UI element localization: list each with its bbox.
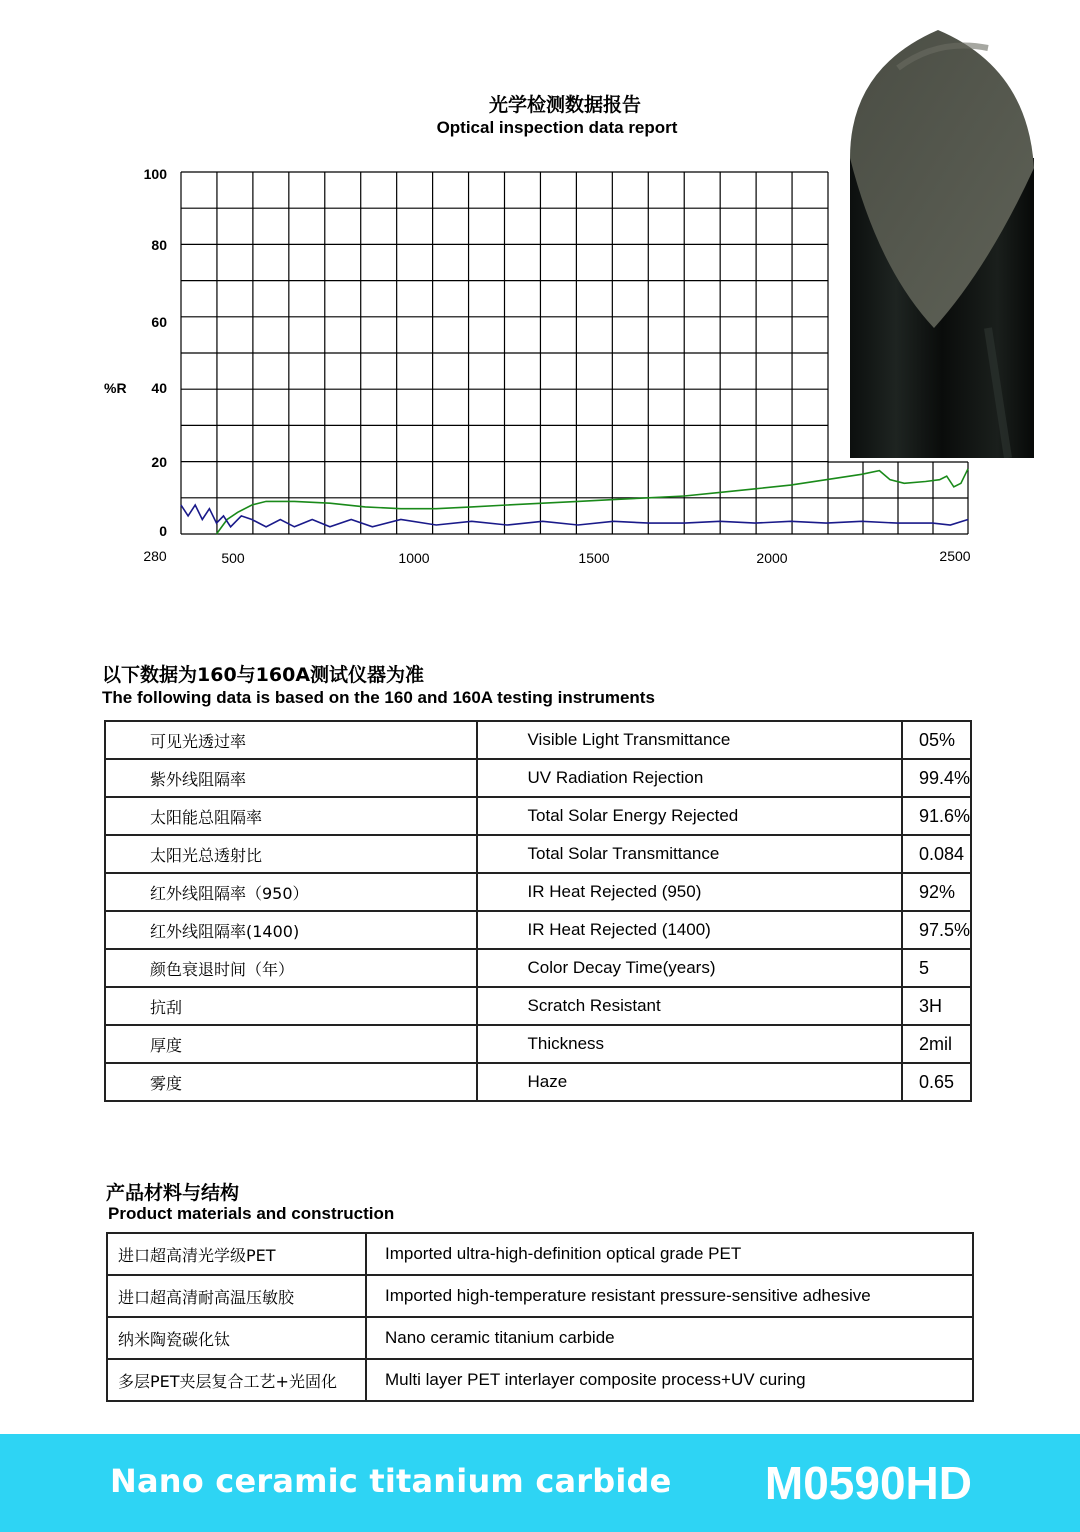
spec-value: 5 [902, 949, 971, 987]
spec-label-zh: 抗刮 [105, 987, 477, 1025]
spec-label-zh: 紫外线阻隔率 [105, 759, 477, 797]
spec-label-en: IR Heat Rejected (1400) [477, 911, 902, 949]
x-tick-label: 1000 [398, 550, 430, 566]
material-label-en: Nano ceramic titanium carbide [366, 1317, 973, 1359]
y-tick-label: 20 [151, 454, 167, 470]
y-tick-label: 0 [159, 523, 167, 539]
specs-heading-zh: 以下数据为160与160A测试仪器为准 [102, 664, 425, 686]
spec-label-en: Haze [477, 1063, 902, 1101]
spec-label-zh: 太阳能总阻隔率 [105, 797, 477, 835]
spec-label-zh: 红外线阻隔率(1400) [105, 911, 477, 949]
spec-row [105, 949, 971, 987]
spec-row [105, 1063, 971, 1101]
spec-value: 2mil [902, 1025, 971, 1063]
spec-value: 0.084 [902, 835, 971, 873]
material-label-en: Imported high-temperature resistant pressure-sensitive adhesive [366, 1275, 973, 1317]
materials-table [106, 1232, 974, 1402]
specs-heading-en: The following data is based on the 160 and 160A testing instruments [102, 688, 655, 707]
report-title-en: Optical inspection data report [436, 118, 678, 137]
spec-value: 3H [902, 987, 971, 1025]
spec-value: 05% [902, 721, 971, 759]
material-row [107, 1317, 973, 1359]
spec-value: 99.4% [902, 759, 971, 797]
material-label-zh: 进口超高清光学级PET [107, 1233, 366, 1275]
product-name: Nano ceramic titanium carbide [110, 1462, 672, 1500]
spec-label-en: Color Decay Time(years) [477, 949, 902, 987]
spec-label-en: Thickness [477, 1025, 902, 1063]
spec-row [105, 797, 971, 835]
report-title-zh: 光学检测数据报告 [488, 94, 641, 116]
x-tick-label: 2500 [939, 548, 971, 564]
spec-label-zh: 颜色衰退时间（年） [105, 949, 477, 987]
materials-heading-en: Product materials and construction [108, 1204, 395, 1223]
x-tick-label: 2000 [756, 550, 788, 566]
y-tick-label: 80 [151, 237, 167, 253]
spec-label-en: IR Heat Rejected (950) [477, 873, 902, 911]
spec-value: 91.6% [902, 797, 971, 835]
y-tick-label: 60 [151, 314, 167, 330]
material-label-zh: 纳米陶瓷碳化钛 [107, 1317, 366, 1359]
y-tick-label: 40 [151, 380, 167, 396]
spec-label-zh: 太阳光总透射比 [105, 835, 477, 873]
spec-label-zh: 可见光透过率 [105, 721, 477, 759]
y-axis-label: %R [104, 380, 127, 396]
spec-label-en: Scratch Resistant [477, 987, 902, 1025]
materials-heading-zh: 产品材料与结构 [106, 1182, 240, 1204]
material-row [107, 1275, 973, 1317]
spec-row [105, 911, 971, 949]
spec-row [105, 835, 971, 873]
x-tick-label: 1500 [578, 550, 610, 566]
x-tick-label: 500 [221, 550, 245, 566]
spec-row [105, 987, 971, 1025]
spec-row [105, 759, 971, 797]
spec-row [105, 873, 971, 911]
spec-label-en: Visible Light Transmittance [477, 721, 902, 759]
spec-row [105, 1025, 971, 1063]
spec-label-zh: 雾度 [105, 1063, 477, 1101]
spec-label-zh: 红外线阻隔率（950） [105, 873, 477, 911]
spec-label-zh: 厚度 [105, 1025, 477, 1063]
material-label-en: Multi layer PET interlayer composite process+UV curing [366, 1359, 973, 1401]
spec-value: 0.65 [902, 1063, 971, 1101]
spec-table [104, 720, 972, 1102]
material-label-zh: 多层PET夹层复合工艺+光固化 [107, 1359, 366, 1401]
product-model: M0590HD [764, 1457, 972, 1509]
y-tick-label: 100 [143, 166, 167, 182]
footer-banner [0, 1434, 1080, 1532]
spec-label-en: UV Radiation Rejection [477, 759, 902, 797]
spec-value: 97.5% [902, 911, 971, 949]
window-film-roll-image [838, 28, 1038, 458]
material-row [107, 1359, 973, 1401]
spec-value: 92% [902, 873, 971, 911]
spec-label-en: Total Solar Energy Rejected [477, 797, 902, 835]
spec-label-en: Total Solar Transmittance [477, 835, 902, 873]
x-tick-label: 280 [143, 548, 167, 564]
material-label-en: Imported ultra-high-definition optical grade PET [366, 1233, 973, 1275]
series-line-2 [181, 505, 968, 527]
spec-row [105, 721, 971, 759]
material-label-zh: 进口超高清耐高温压敏胶 [107, 1275, 366, 1317]
material-row [107, 1233, 973, 1275]
